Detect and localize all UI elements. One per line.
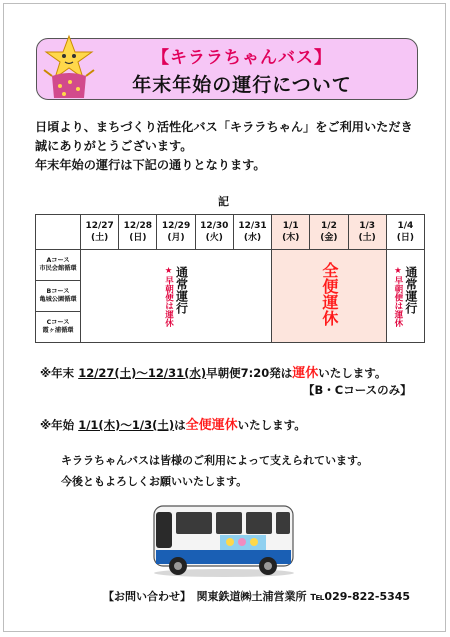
date-cell: 12/28 (日): [119, 215, 157, 250]
course-b-cell: Bコース 亀城公園循環: [36, 281, 81, 312]
corner-cell: [36, 215, 81, 250]
message-line-1: キララちゃんバスは皆様のご利用によって支えられています。: [61, 454, 369, 467]
intro-line-1: 日頃より、まちづくり活性化バス「キララちゃん」をご利用いただき: [35, 120, 413, 134]
note-year-end-sub: 【B・Cコースのみ】: [303, 383, 412, 397]
message-line-2: 今後ともよろしくお願いいたします。: [61, 475, 248, 488]
title-main: 【キララちゃんバス】: [152, 48, 332, 68]
date-cell: 1/4 (日): [386, 215, 424, 250]
ki-label: 記: [218, 195, 229, 208]
date-cell: 1/1 (木): [272, 215, 310, 250]
schedule-table: [35, 214, 425, 343]
intro-line-3: 年末年始の運行は下記の通りとなります。: [35, 158, 266, 172]
regular-block-1: ★早朝便は運休 通常運行: [81, 250, 272, 343]
note-new-year: ※年始 1/1(木)～1/3(土)は全便運休いたします。: [40, 418, 306, 433]
course-a-cell: Aコース 市民会館循環: [36, 250, 81, 281]
contact-info: 【お問い合わせ】 関東鉄道㈱土浦営業所 ℡029-822-5345: [103, 590, 411, 603]
intro-line-2: 誠にありがとうございます。: [35, 139, 193, 153]
note-year-end: ※年末 12/27(土)～12/31(水)早朝便7:20発は運休いたします。: [40, 366, 387, 381]
date-cell: 1/3 (土): [348, 215, 386, 250]
date-cell: 1/2 (金): [310, 215, 348, 250]
date-cell: 12/30 (火): [195, 215, 233, 250]
title-sub: 年末年始の運行について: [132, 74, 352, 96]
date-cell: 12/29 (月): [157, 215, 195, 250]
regular-block-2: ★早朝便は運休 通常運行: [386, 250, 424, 343]
bus-image: [150, 498, 297, 578]
suspended-block: 全便運休: [272, 250, 387, 343]
date-cell: 12/27 (土): [81, 215, 119, 250]
course-c-cell: Cコース 霞ヶ浦循環: [36, 312, 81, 343]
kirara-mascot-icon: [40, 34, 98, 102]
date-cell: 12/31 (水): [233, 215, 271, 250]
